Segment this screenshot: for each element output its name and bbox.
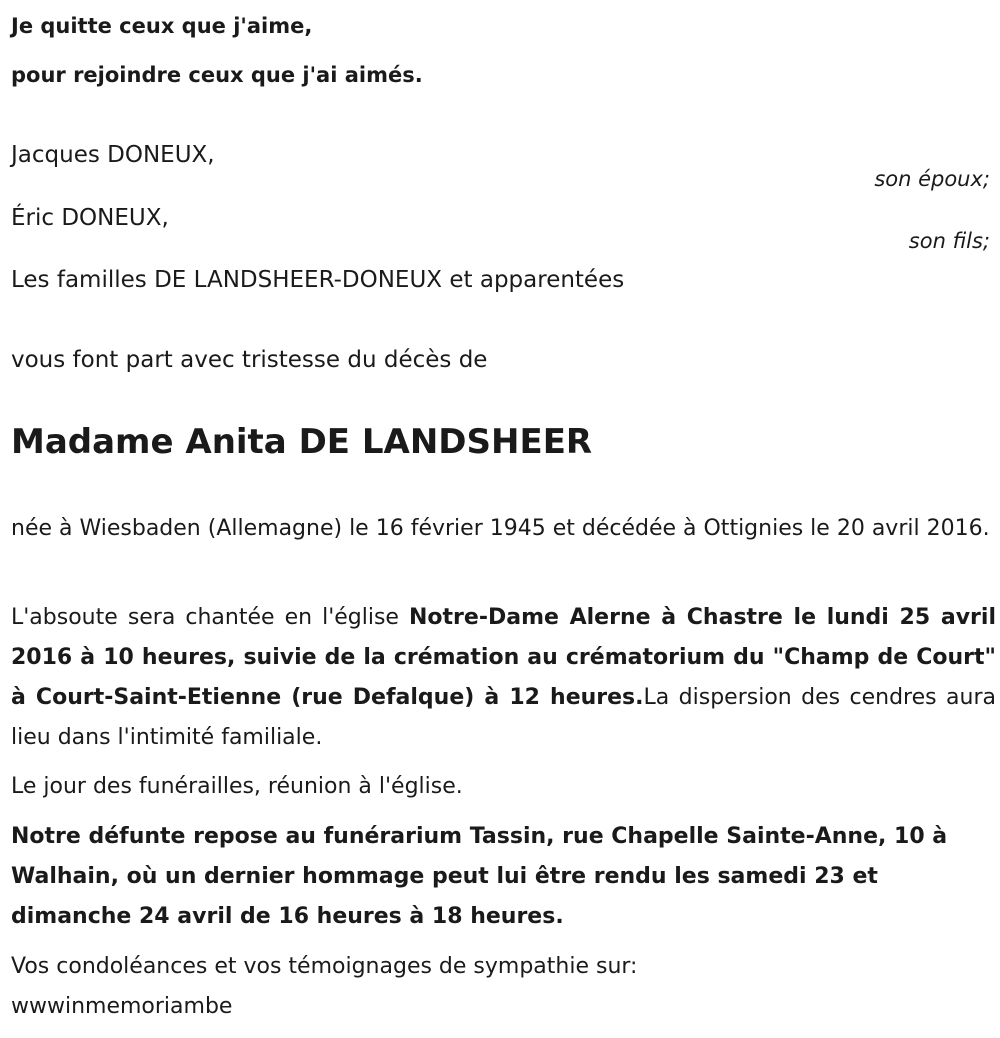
husband-name: Jacques DONEUX,: [11, 142, 215, 168]
husband-relation: son époux;: [874, 167, 990, 191]
epigraph-line-2: pour rejoindre ceux que j'ai aimés.: [11, 63, 423, 87]
son-name: Éric DONEUX,: [11, 205, 169, 231]
announcement-line: vous font part avec tristesse du décès de: [11, 347, 488, 373]
son-relation: son fils;: [908, 229, 990, 253]
reunion-paragraph: Le jour des funérailles, réunion à l'église.: [11, 774, 463, 799]
families-line: Les familles DE LANDSHEER-DONEUX et apparentées: [11, 267, 625, 293]
birth-death-paragraph: née à Wiesbaden (Allemagne) le 16 février 1945 et décédée à Ottignies le 20 avril 2016.: [11, 516, 990, 541]
ashes-dispersion: La dispersion des cendres aura lieu dans l'intimité familiale.: [11, 685, 996, 750]
deceased-name: Madame Anita DE LANDSHEER: [11, 422, 593, 462]
ceremony-intro: L'absoute sera chantée en l'église: [11, 605, 410, 630]
ceremony-details: Notre-Dame Alerne à Chastre le lundi 25 avril 2016 à 10 heures, suivie de la crémation au crématorium du "Champ de Court" à Court-Saint-Etienne (rue Defalque) à 12 heures.: [11, 605, 996, 710]
ceremony-paragraph: [11, 598, 996, 758]
visitation-paragraph: Notre défunte repose au funérarium Tassin, rue Chapelle Sainte-Anne, 10 à Walhain, où un dernier hommage peut lui être rendu les samedi 23 et dimanche 24 avril de 16 heures à 18 heures.: [11, 824, 948, 929]
condolences-website: wwwinmemoriambe: [11, 994, 233, 1019]
epigraph-line-1: Je quitte ceux que j'aime,: [11, 14, 313, 38]
condolences-text: Vos condoléances et vos témoignages de sympathie sur:: [11, 954, 638, 979]
